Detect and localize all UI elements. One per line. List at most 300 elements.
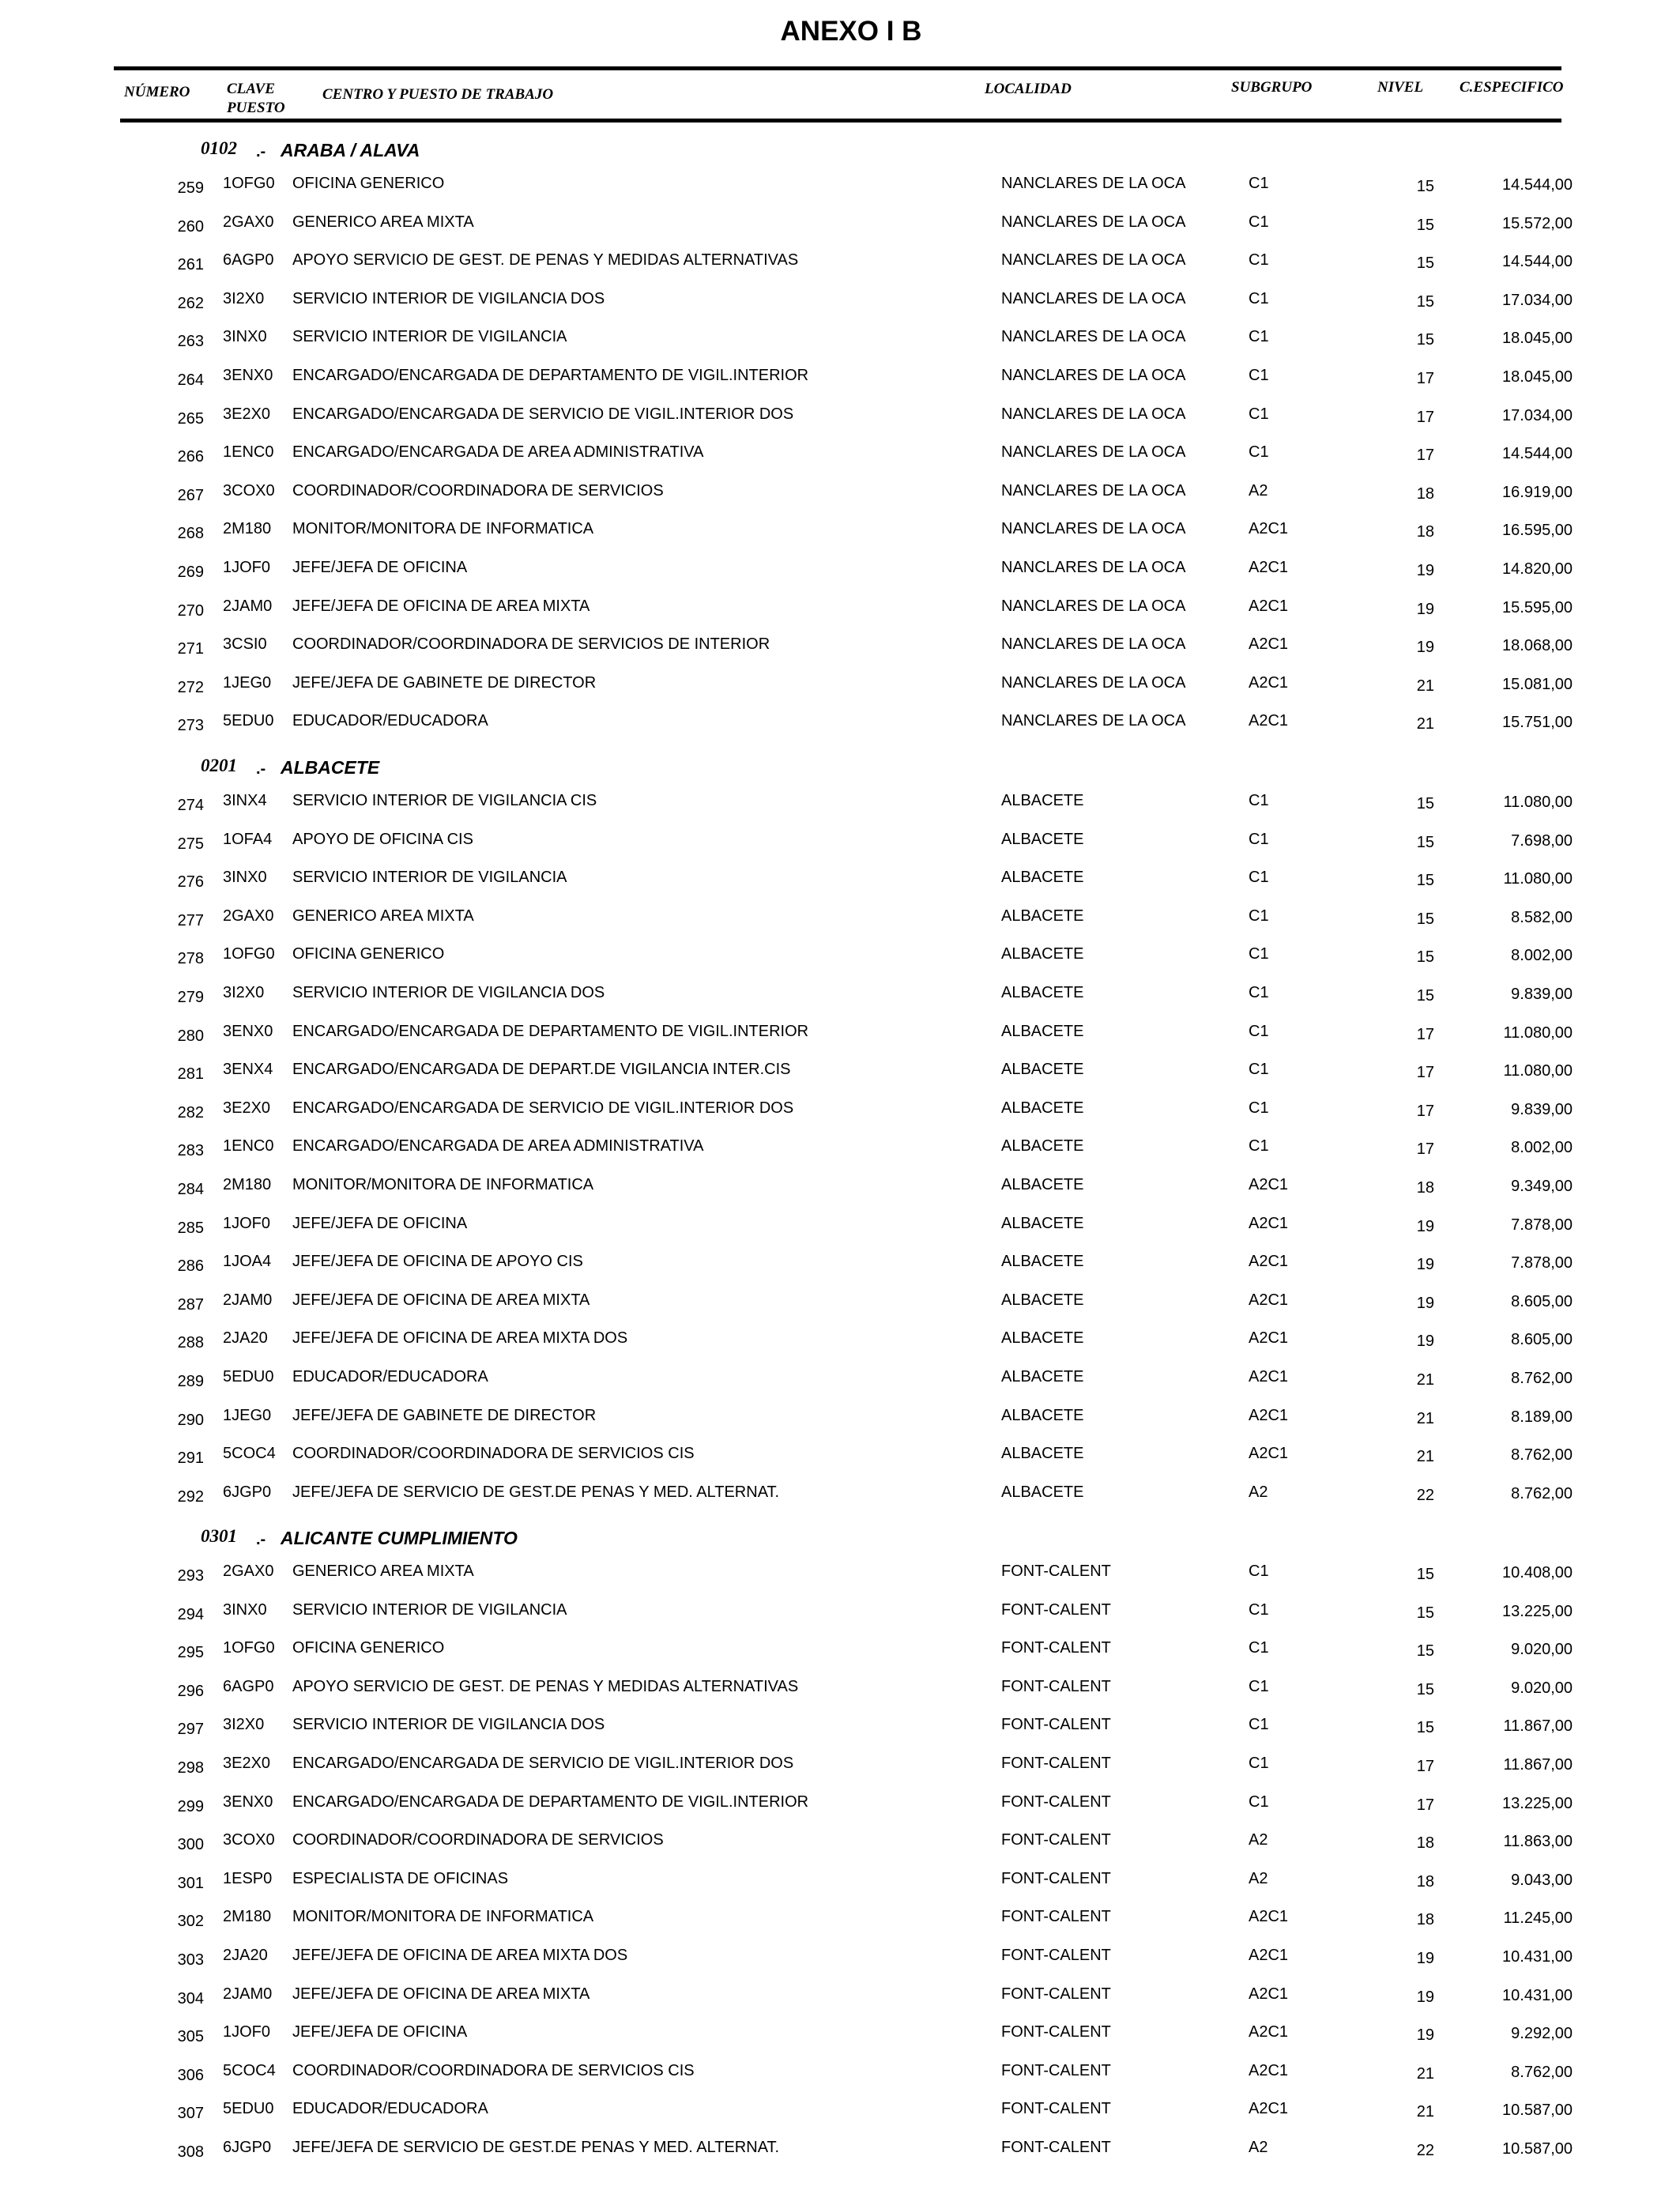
cell-subgrupo: C1 — [1249, 1793, 1269, 1811]
cell-subgrupo: C1 — [1249, 405, 1269, 423]
cell-clave-puesto: 6JGP0 — [223, 2139, 272, 2156]
cell-especifico: 18.068,00 — [1502, 637, 1573, 654]
cell-localidad: ALBACETE — [1001, 1137, 1084, 1155]
cell-especifico: 11.863,00 — [1503, 1833, 1573, 1850]
cell-nivel: 18 — [1416, 1179, 1434, 1197]
cell-clave-puesto: 2JAM0 — [223, 1291, 273, 1309]
header-especifico: C.ESPECIFICO — [1460, 79, 1564, 96]
cell-localidad: NANCLARES DE LA OCA — [1001, 559, 1186, 576]
cell-centro-puesto: JEFE/JEFA DE OFICINA — [292, 559, 468, 576]
cell-especifico: 9.839,00 — [1511, 986, 1573, 1003]
cell-especifico: 18.045,00 — [1502, 368, 1573, 386]
cell-subgrupo: A2C1 — [1249, 2100, 1289, 2117]
cell-especifico: 10.587,00 — [1502, 2102, 1573, 2119]
cell-numero: 297 — [177, 1721, 204, 1738]
cell-centro-puesto: SERVICIO INTERIOR DE VIGILANCIA — [292, 869, 567, 886]
cell-numero: 277 — [177, 912, 204, 929]
cell-numero: 295 — [177, 1644, 204, 1661]
cell-clave-puesto: 2GAX0 — [223, 907, 274, 925]
header-localidad: LOCALIDAD — [985, 81, 1072, 97]
cell-localidad: NANCLARES DE LA OCA — [1001, 598, 1186, 615]
cell-centro-puesto: APOYO DE OFICINA CIS — [292, 831, 473, 848]
cell-localidad: ALBACETE — [1001, 831, 1084, 848]
cell-nivel: 18 — [1416, 1834, 1434, 1852]
cell-numero: 291 — [177, 1449, 204, 1467]
table-row — [0, 1176, 1680, 1208]
cell-localidad: NANCLARES DE LA OCA — [1001, 290, 1186, 307]
cell-localidad: NANCLARES DE LA OCA — [1001, 482, 1186, 499]
cell-nivel: 15 — [1416, 1566, 1434, 1583]
cell-centro-puesto: GENERICO AREA MIXTA — [292, 213, 474, 231]
cell-especifico: 14.544,00 — [1502, 176, 1573, 194]
cell-clave-puesto: 2JAM0 — [223, 1985, 273, 2003]
cell-clave-puesto: 5EDU0 — [223, 712, 274, 729]
cell-centro-puesto: ENCARGADO/ENCARGADA DE DEPARTAMENTO DE VIGIL.INTERIOR — [292, 367, 809, 384]
cell-numero: 292 — [177, 1488, 204, 1506]
section-header — [0, 138, 1680, 170]
cell-centro-puesto: MONITOR/MONITORA DE INFORMATICA — [292, 1176, 594, 1193]
cell-clave-puesto: 6AGP0 — [223, 251, 274, 269]
cell-subgrupo: A2C1 — [1249, 1908, 1289, 1925]
cell-clave-puesto: 3INX0 — [223, 1601, 267, 1619]
cell-nivel: 15 — [1416, 834, 1434, 851]
cell-nivel: 15 — [1416, 1642, 1434, 1660]
cell-centro-puesto: JEFE/JEFA DE OFICINA — [292, 2023, 468, 2041]
cell-localidad: ALBACETE — [1001, 1445, 1084, 1462]
cell-localidad: FONT-CALENT — [1001, 1639, 1111, 1657]
cell-centro-puesto: ENCARGADO/ENCARGADA DE DEPARTAMENTO DE VIGIL.INTERIOR — [292, 1793, 809, 1811]
cell-numero: 284 — [177, 1181, 204, 1198]
table-row — [0, 1563, 1680, 1594]
table-row — [0, 1215, 1680, 1246]
cell-subgrupo: C1 — [1249, 1137, 1269, 1155]
cell-numero: 288 — [177, 1334, 204, 1351]
cell-clave-puesto: 1OFA4 — [223, 831, 273, 848]
cell-localidad: FONT-CALENT — [1001, 1678, 1111, 1695]
cell-numero: 279 — [177, 989, 204, 1006]
cell-nivel: 15 — [1416, 1719, 1434, 1736]
cell-numero: 282 — [177, 1104, 204, 1122]
cell-centro-puesto: COORDINADOR/COORDINADORA DE SERVICIOS — [292, 482, 664, 499]
cell-especifico: 11.867,00 — [1503, 1756, 1573, 1774]
table-row — [0, 907, 1680, 939]
cell-localidad: FONT-CALENT — [1001, 2139, 1111, 2156]
cell-centro-puesto: SERVICIO INTERIOR DE VIGILANCIA — [292, 1601, 567, 1619]
cell-numero: 276 — [177, 873, 204, 891]
cell-nivel: 19 — [1416, 1989, 1434, 2006]
cell-numero: 269 — [177, 564, 204, 581]
cell-subgrupo: C1 — [1249, 251, 1269, 269]
cell-clave-puesto: 6JGP0 — [223, 1483, 272, 1501]
cell-localidad: NANCLARES DE LA OCA — [1001, 674, 1186, 692]
cell-nivel: 22 — [1416, 2142, 1434, 2159]
cell-subgrupo: A2C1 — [1249, 559, 1289, 576]
cell-especifico: 8.189,00 — [1511, 1408, 1573, 1426]
cell-clave-puesto: 1OFG0 — [223, 1639, 275, 1657]
cell-localidad: NANCLARES DE LA OCA — [1001, 175, 1186, 192]
cell-clave-puesto: 3ENX0 — [223, 1793, 273, 1811]
table-row — [0, 559, 1680, 590]
cell-especifico: 8.605,00 — [1511, 1331, 1573, 1348]
cell-clave-puesto: 2GAX0 — [223, 1563, 274, 1580]
cell-localidad: ALBACETE — [1001, 907, 1084, 925]
cell-centro-puesto: JEFE/JEFA DE OFICINA DE APOYO CIS — [292, 1253, 583, 1270]
cell-localidad: FONT-CALENT — [1001, 1563, 1111, 1580]
cell-localidad: FONT-CALENT — [1001, 1908, 1111, 1925]
cell-subgrupo: C1 — [1249, 984, 1269, 1001]
cell-localidad: FONT-CALENT — [1001, 2023, 1111, 2041]
cell-subgrupo: A2C1 — [1249, 1291, 1289, 1309]
cell-subgrupo: A2C1 — [1249, 2062, 1289, 2079]
cell-especifico: 7.698,00 — [1511, 832, 1573, 850]
cell-centro-puesto: ENCARGADO/ENCARGADA DE DEPART.DE VIGILANCIA INTER.CIS — [292, 1061, 791, 1078]
cell-centro-puesto: ESPECIALISTA DE OFICINAS — [292, 1870, 509, 1887]
table-row — [0, 1716, 1680, 1747]
cell-centro-puesto: APOYO SERVICIO DE GEST. DE PENAS Y MEDIDAS ALTERNATIVAS — [292, 251, 799, 269]
cell-nivel: 19 — [1416, 1295, 1434, 1312]
cell-especifico: 14.544,00 — [1502, 445, 1573, 462]
cell-numero: 283 — [177, 1142, 204, 1159]
table-row — [0, 945, 1680, 977]
table-row — [0, 1870, 1680, 1902]
cell-nivel: 22 — [1416, 1487, 1434, 1504]
cell-subgrupo: A2C1 — [1249, 1329, 1289, 1347]
cell-localidad: ALBACETE — [1001, 945, 1084, 963]
cell-nivel: 21 — [1416, 715, 1434, 733]
cell-especifico: 16.919,00 — [1502, 484, 1573, 501]
cell-clave-puesto: 1OFG0 — [223, 945, 275, 963]
cell-nivel: 15 — [1416, 217, 1434, 234]
cell-subgrupo: A2C1 — [1249, 520, 1289, 537]
table-row — [0, 2100, 1680, 2132]
cell-centro-puesto: JEFE/JEFA DE OFICINA — [292, 1215, 468, 1232]
cell-localidad: FONT-CALENT — [1001, 1716, 1111, 1733]
cell-numero: 296 — [177, 1683, 204, 1700]
header-bottom-rule — [120, 119, 1561, 123]
cell-clave-puesto: 1JOF0 — [223, 559, 271, 576]
table-row — [0, 1023, 1680, 1054]
cell-especifico: 11.080,00 — [1503, 1024, 1573, 1042]
cell-especifico: 14.820,00 — [1502, 560, 1573, 578]
cell-nivel: 15 — [1416, 872, 1434, 889]
cell-clave-puesto: 3ENX0 — [223, 367, 273, 384]
cell-localidad: ALBACETE — [1001, 1253, 1084, 1270]
cell-subgrupo: C1 — [1249, 1099, 1269, 1117]
table-row — [0, 328, 1680, 360]
cell-localidad: NANCLARES DE LA OCA — [1001, 712, 1186, 729]
cell-numero: 307 — [177, 2105, 204, 2122]
cell-numero: 300 — [177, 1836, 204, 1853]
table-row — [0, 1601, 1680, 1633]
cell-numero: 302 — [177, 1913, 204, 1930]
cell-centro-puesto: ENCARGADO/ENCARGADA DE SERVICIO DE VIGIL.INTERIOR DOS — [292, 1099, 794, 1117]
cell-centro-puesto: JEFE/JEFA DE GABINETE DE DIRECTOR — [292, 1407, 597, 1424]
cell-subgrupo: C1 — [1249, 1678, 1269, 1695]
cell-localidad: ALBACETE — [1001, 1099, 1084, 1117]
table-row — [0, 290, 1680, 322]
cell-subgrupo: A2C1 — [1249, 1407, 1289, 1424]
cell-subgrupo: C1 — [1249, 831, 1269, 848]
cell-clave-puesto: 3COX0 — [223, 482, 275, 499]
cell-numero: 293 — [177, 1567, 204, 1585]
cell-localidad: ALBACETE — [1001, 1023, 1084, 1040]
cell-nivel: 19 — [1416, 1256, 1434, 1273]
table-row — [0, 1253, 1680, 1284]
cell-localidad: ALBACETE — [1001, 984, 1084, 1001]
cell-clave-puesto: 1ENC0 — [223, 443, 274, 461]
table-row — [0, 1329, 1680, 1361]
cell-centro-puesto: JEFE/JEFA DE SERVICIO DE GEST.DE PENAS Y MED. ALTERNAT. — [292, 2139, 780, 2156]
cell-numero: 262 — [177, 295, 204, 312]
cell-subgrupo: C1 — [1249, 907, 1269, 925]
cell-nivel: 15 — [1416, 293, 1434, 311]
cell-nivel: 17 — [1416, 370, 1434, 387]
cell-especifico: 14.544,00 — [1502, 253, 1573, 270]
cell-clave-puesto: 1JOA4 — [223, 1253, 272, 1270]
cell-numero: 263 — [177, 333, 204, 350]
cell-nivel: 19 — [1416, 562, 1434, 579]
cell-subgrupo: A2 — [1249, 2139, 1268, 2156]
cell-especifico: 8.762,00 — [1511, 1446, 1573, 1464]
table-row — [0, 213, 1680, 245]
cell-numero: 298 — [177, 1759, 204, 1777]
cell-especifico: 11.080,00 — [1503, 870, 1573, 888]
cell-clave-puesto: 2M180 — [223, 1908, 272, 1925]
table-row — [0, 792, 1680, 824]
cell-localidad: ALBACETE — [1001, 1061, 1084, 1078]
cell-subgrupo: C1 — [1249, 1755, 1269, 1772]
cell-especifico: 18.045,00 — [1502, 330, 1573, 347]
cell-clave-puesto: 2M180 — [223, 1176, 272, 1193]
cell-clave-puesto: 3ENX4 — [223, 1061, 273, 1078]
cell-clave-puesto: 1ESP0 — [223, 1870, 273, 1887]
cell-subgrupo: C1 — [1249, 792, 1269, 809]
cell-numero: 289 — [177, 1373, 204, 1390]
cell-especifico: 11.080,00 — [1503, 794, 1573, 811]
cell-centro-puesto: MONITOR/MONITORA DE INFORMATICA — [292, 1908, 594, 1925]
cell-especifico: 9.043,00 — [1511, 1872, 1573, 1889]
cell-especifico: 9.020,00 — [1511, 1641, 1573, 1658]
cell-localidad: NANCLARES DE LA OCA — [1001, 443, 1186, 461]
cell-localidad: FONT-CALENT — [1001, 1870, 1111, 1887]
cell-numero: 270 — [177, 602, 204, 620]
cell-numero: 281 — [177, 1065, 204, 1083]
cell-nivel: 18 — [1416, 485, 1434, 503]
section-separator: .- — [256, 143, 266, 160]
cell-centro-puesto: SERVICIO INTERIOR DE VIGILANCIA CIS — [292, 792, 597, 809]
cell-localidad: FONT-CALENT — [1001, 1985, 1111, 2003]
cell-clave-puesto: 3E2X0 — [223, 1099, 271, 1117]
cell-nivel: 17 — [1416, 1796, 1434, 1814]
cell-centro-puesto: JEFE/JEFA DE OFICINA DE AREA MIXTA — [292, 1291, 590, 1309]
table-row — [0, 1793, 1680, 1825]
cell-nivel: 15 — [1416, 795, 1434, 812]
cell-localidad: FONT-CALENT — [1001, 1793, 1111, 1811]
cell-centro-puesto: ENCARGADO/ENCARGADA DE AREA ADMINISTRATIVA — [292, 443, 704, 461]
cell-nivel: 18 — [1416, 523, 1434, 541]
cell-numero: 274 — [177, 797, 204, 814]
cell-clave-puesto: 1JOF0 — [223, 2023, 271, 2041]
table-row — [0, 1061, 1680, 1092]
cell-centro-puesto: ENCARGADO/ENCARGADA DE SERVICIO DE VIGIL.INTERIOR DOS — [292, 405, 794, 423]
cell-centro-puesto: COORDINADOR/COORDINADORA DE SERVICIOS — [292, 1831, 664, 1849]
cell-clave-puesto: 2M180 — [223, 520, 272, 537]
cell-centro-puesto: ENCARGADO/ENCARGADA DE AREA ADMINISTRATIVA — [292, 1137, 704, 1155]
cell-localidad: FONT-CALENT — [1001, 2100, 1111, 2117]
cell-clave-puesto: 5COC4 — [223, 2062, 276, 2079]
cell-nivel: 18 — [1416, 1911, 1434, 1928]
cell-clave-puesto: 1OFG0 — [223, 175, 275, 192]
cell-nivel: 15 — [1416, 910, 1434, 928]
cell-numero: 273 — [177, 717, 204, 734]
cell-especifico: 8.002,00 — [1511, 1139, 1573, 1156]
cell-centro-puesto: GENERICO AREA MIXTA — [292, 907, 474, 925]
header-puesto: PUESTO — [227, 100, 285, 116]
cell-subgrupo: A2 — [1249, 1831, 1268, 1849]
cell-localidad: FONT-CALENT — [1001, 1601, 1111, 1619]
cell-centro-puesto: OFICINA GENERICO — [292, 175, 445, 192]
cell-numero: 294 — [177, 1606, 204, 1623]
cell-numero: 261 — [177, 256, 204, 273]
cell-clave-puesto: 5COC4 — [223, 1445, 276, 1462]
cell-subgrupo: A2 — [1249, 1483, 1268, 1501]
page-title: ANEXO I B — [780, 16, 922, 47]
cell-numero: 266 — [177, 448, 204, 466]
cell-nivel: 21 — [1416, 2065, 1434, 2083]
cell-localidad: FONT-CALENT — [1001, 1755, 1111, 1772]
cell-centro-puesto: SERVICIO INTERIOR DE VIGILANCIA DOS — [292, 290, 605, 307]
cell-especifico: 8.605,00 — [1511, 1293, 1573, 1310]
cell-subgrupo: C1 — [1249, 175, 1269, 192]
cell-localidad: ALBACETE — [1001, 792, 1084, 809]
cell-nivel: 19 — [1416, 1218, 1434, 1235]
cell-nivel: 15 — [1416, 948, 1434, 966]
cell-especifico: 17.034,00 — [1502, 292, 1573, 309]
table-row — [0, 367, 1680, 398]
cell-clave-puesto: 1ENC0 — [223, 1137, 274, 1155]
cell-numero: 305 — [177, 2028, 204, 2045]
cell-nivel: 19 — [1416, 639, 1434, 656]
cell-nivel: 19 — [1416, 1950, 1434, 1967]
cell-nivel: 19 — [1416, 2026, 1434, 2044]
cell-centro-puesto: OFICINA GENERICO — [292, 945, 445, 963]
table-row — [0, 1407, 1680, 1438]
cell-subgrupo: A2C1 — [1249, 1176, 1289, 1193]
cell-numero: 306 — [177, 2067, 204, 2084]
cell-localidad: ALBACETE — [1001, 1329, 1084, 1347]
cell-numero: 267 — [177, 487, 204, 504]
cell-nivel: 17 — [1416, 1140, 1434, 1158]
cell-subgrupo: C1 — [1249, 328, 1269, 345]
cell-clave-puesto: 1JEG0 — [223, 674, 272, 692]
cell-centro-puesto: COORDINADOR/COORDINADORA DE SERVICIOS CIS — [292, 1445, 695, 1462]
cell-clave-puesto: 3CSI0 — [223, 635, 267, 653]
cell-localidad: FONT-CALENT — [1001, 1947, 1111, 1964]
cell-clave-puesto: 2JAM0 — [223, 598, 273, 615]
cell-nivel: 17 — [1416, 1758, 1434, 1775]
cell-subgrupo: C1 — [1249, 367, 1269, 384]
cell-subgrupo: A2C1 — [1249, 598, 1289, 615]
cell-numero: 259 — [177, 179, 204, 197]
cell-localidad: ALBACETE — [1001, 869, 1084, 886]
cell-especifico: 15.751,00 — [1502, 714, 1573, 731]
cell-especifico: 10.431,00 — [1502, 1987, 1573, 2004]
cell-nivel: 21 — [1416, 2103, 1434, 2120]
cell-numero: 287 — [177, 1296, 204, 1314]
table-row — [0, 405, 1680, 437]
cell-centro-puesto: JEFE/JEFA DE GABINETE DE DIRECTOR — [292, 674, 597, 692]
cell-subgrupo: C1 — [1249, 869, 1269, 886]
cell-nivel: 19 — [1416, 1333, 1434, 1350]
cell-numero: 271 — [177, 640, 204, 658]
table-row — [0, 1755, 1680, 1786]
cell-subgrupo: A2C1 — [1249, 1947, 1289, 1964]
cell-especifico: 9.349,00 — [1511, 1178, 1573, 1195]
cell-localidad: NANCLARES DE LA OCA — [1001, 405, 1186, 423]
cell-clave-puesto: 3E2X0 — [223, 1755, 271, 1772]
cell-clave-puesto: 3E2X0 — [223, 405, 271, 423]
cell-numero: 285 — [177, 1220, 204, 1237]
cell-clave-puesto: 2JA20 — [223, 1947, 268, 1964]
cell-especifico: 15.572,00 — [1502, 215, 1573, 232]
cell-clave-puesto: 3ENX0 — [223, 1023, 273, 1040]
table-row — [0, 1678, 1680, 1710]
cell-centro-puesto: SERVICIO INTERIOR DE VIGILANCIA DOS — [292, 1716, 605, 1733]
cell-centro-puesto: EDUCADOR/EDUCADORA — [292, 1368, 488, 1385]
cell-centro-puesto: EDUCADOR/EDUCADORA — [292, 712, 488, 729]
cell-subgrupo: A2C1 — [1249, 1215, 1289, 1232]
cell-clave-puesto: 3I2X0 — [223, 290, 265, 307]
table-row — [0, 1137, 1680, 1169]
cell-subgrupo: C1 — [1249, 1061, 1269, 1078]
table-row — [0, 175, 1680, 206]
cell-subgrupo: C1 — [1249, 1023, 1269, 1040]
table-row — [0, 712, 1680, 744]
cell-localidad: FONT-CALENT — [1001, 2062, 1111, 2079]
cell-subgrupo: C1 — [1249, 290, 1269, 307]
cell-especifico: 9.292,00 — [1511, 2025, 1573, 2042]
cell-clave-puesto: 3INX0 — [223, 869, 267, 886]
cell-localidad: NANCLARES DE LA OCA — [1001, 251, 1186, 269]
header-subgrupo: SUBGRUPO — [1231, 79, 1313, 96]
header-clave: CLAVE — [227, 81, 275, 97]
cell-localidad: ALBACETE — [1001, 1483, 1084, 1501]
cell-localidad: NANCLARES DE LA OCA — [1001, 367, 1186, 384]
cell-subgrupo: A2C1 — [1249, 712, 1289, 729]
section-name: ARABA / ALAVA — [281, 140, 420, 160]
cell-localidad: ALBACETE — [1001, 1291, 1084, 1309]
cell-especifico: 17.034,00 — [1502, 407, 1573, 424]
cell-clave-puesto: 6AGP0 — [223, 1678, 274, 1695]
cell-nivel: 18 — [1416, 1873, 1434, 1891]
cell-nivel: 21 — [1416, 1448, 1434, 1465]
cell-especifico: 8.762,00 — [1511, 1370, 1573, 1387]
cell-clave-puesto: 3I2X0 — [223, 1716, 265, 1733]
cell-especifico: 8.002,00 — [1511, 947, 1573, 964]
table-row — [0, 443, 1680, 475]
cell-especifico: 7.878,00 — [1511, 1254, 1573, 1272]
cell-localidad: NANCLARES DE LA OCA — [1001, 520, 1186, 537]
cell-localidad: FONT-CALENT — [1001, 1831, 1111, 1849]
cell-subgrupo: C1 — [1249, 1639, 1269, 1657]
table-row — [0, 674, 1680, 706]
cell-especifico: 13.225,00 — [1502, 1795, 1573, 1812]
section-code: 0102 — [201, 138, 237, 158]
cell-subgrupo: A2 — [1249, 482, 1268, 499]
cell-especifico: 7.878,00 — [1511, 1216, 1573, 1234]
cell-subgrupo: C1 — [1249, 1716, 1269, 1733]
cell-centro-puesto: JEFE/JEFA DE OFICINA DE AREA MIXTA DOS — [292, 1329, 628, 1347]
